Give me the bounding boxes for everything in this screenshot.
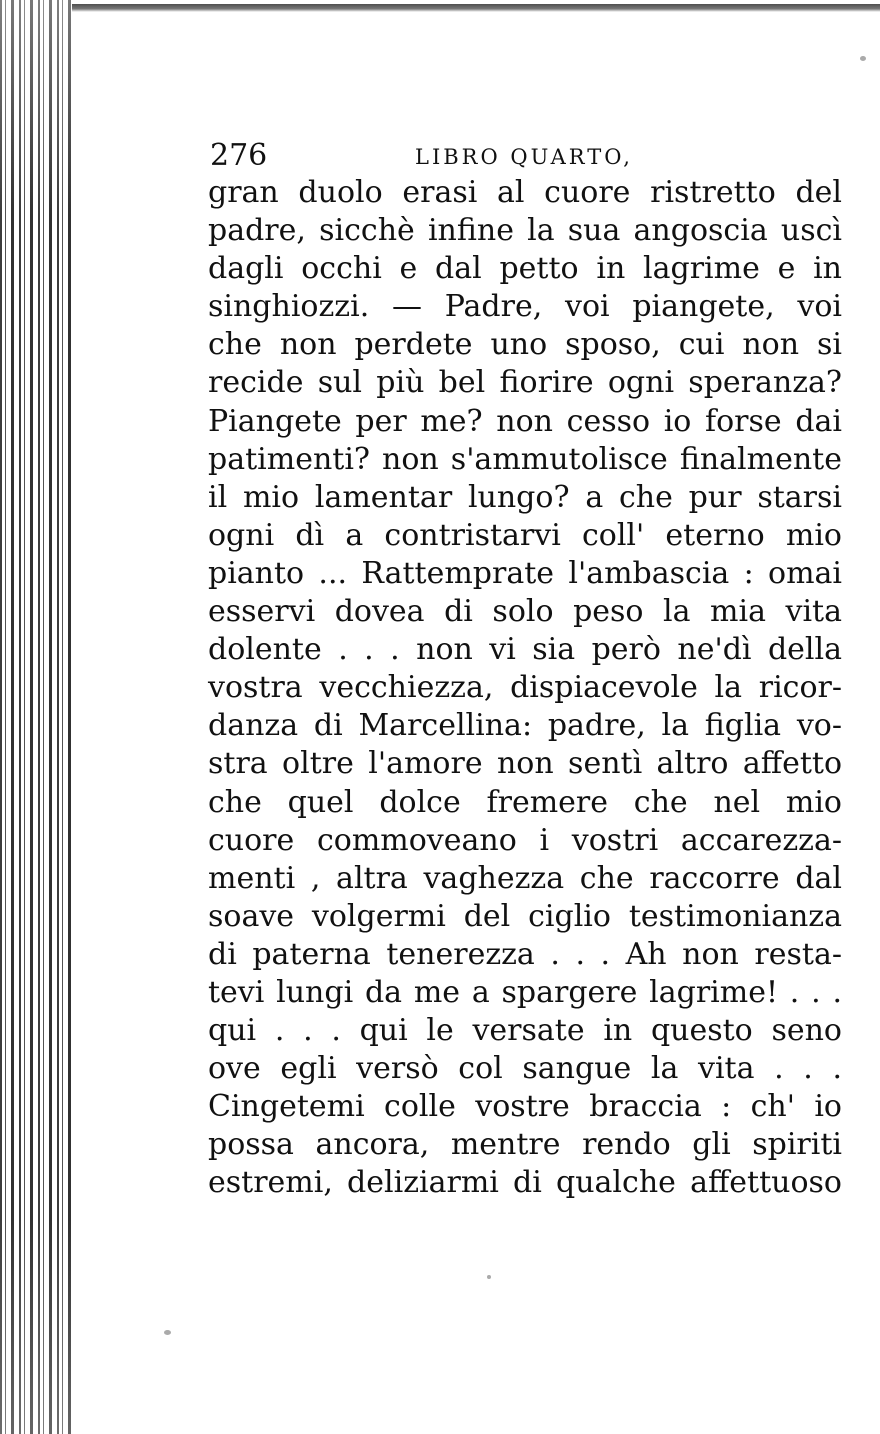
paper-speck: [164, 1330, 171, 1335]
running-head: LIBRO QUARTO,: [415, 145, 633, 169]
body-text: [208, 174, 842, 1203]
text-line: soave volgermi del ciglio testimonianza: [208, 898, 842, 934]
text-line: Cingetemi colle vostre braccia : ch' io: [208, 1089, 842, 1125]
text-line: estremi, deliziarmi di qualche affettuoso: [208, 1165, 842, 1201]
text-line: di paterna tenerezza . . . Ah non resta-: [208, 936, 842, 972]
text-line: recide sul più bel fiorire ogni speranza?: [208, 365, 842, 401]
text-line: danza di Marcellina: padre, la figlia vo-: [208, 708, 842, 744]
text-line: singhiozzi. — Padre, voi piangete, voi: [208, 289, 842, 325]
text-line: qui . . . qui le versate in questo seno: [208, 1013, 842, 1049]
text-line: pianto ... Rattemprate l'ambascia : omai: [208, 555, 842, 591]
text-line: patimenti? non s'ammutolisce finalmente: [208, 441, 842, 477]
text-line: possa ancora, mentre rendo gli spiriti: [208, 1127, 842, 1163]
text-line: il mio lamentar lungo? a che pur starsi: [208, 479, 842, 515]
text-line: cuore commoveano i vostri accarezza-: [208, 822, 842, 858]
text-line: che non perdete uno sposo, cui non si: [208, 327, 842, 363]
paper-speck: [860, 56, 866, 61]
text-line: esservi dovea di solo peso la mia vita: [208, 594, 842, 630]
text-line: ogni dì a contristarvi coll' eterno mio: [208, 517, 842, 553]
text-line: tevi lungi da me a spargere lagrime! . . .: [208, 974, 842, 1010]
text-line: vostra vecchiezza, dispiacevole la ricor-: [208, 670, 842, 706]
text-line: che quel dolce fremere che nel mio: [208, 784, 842, 820]
text-line: stra oltre l'amore non sentì altro affetto: [208, 746, 842, 782]
page-header: [210, 136, 850, 176]
text-line: dagli occhi e dal petto in lagrime e in: [208, 251, 842, 287]
text-line: Piangete per me? non cesso io forse dai: [208, 403, 842, 439]
page-number: 276: [210, 138, 268, 173]
text-line: gran duolo erasi al cuore ristretto del: [208, 175, 842, 210]
spine-fade: [0, 0, 72, 1434]
text-line: menti , altra vaghezza che raccorre dal: [208, 860, 842, 896]
paper-speck: [487, 1275, 491, 1279]
text-line: ove egli versò col sangue la vita . . .: [208, 1051, 842, 1087]
text-line: padre, sicchè infine la sua angoscia uscì: [208, 213, 842, 249]
text-line: dolente . . . non vi sia però ne'dì della: [208, 632, 842, 668]
page-top-edge: [72, 4, 880, 12]
